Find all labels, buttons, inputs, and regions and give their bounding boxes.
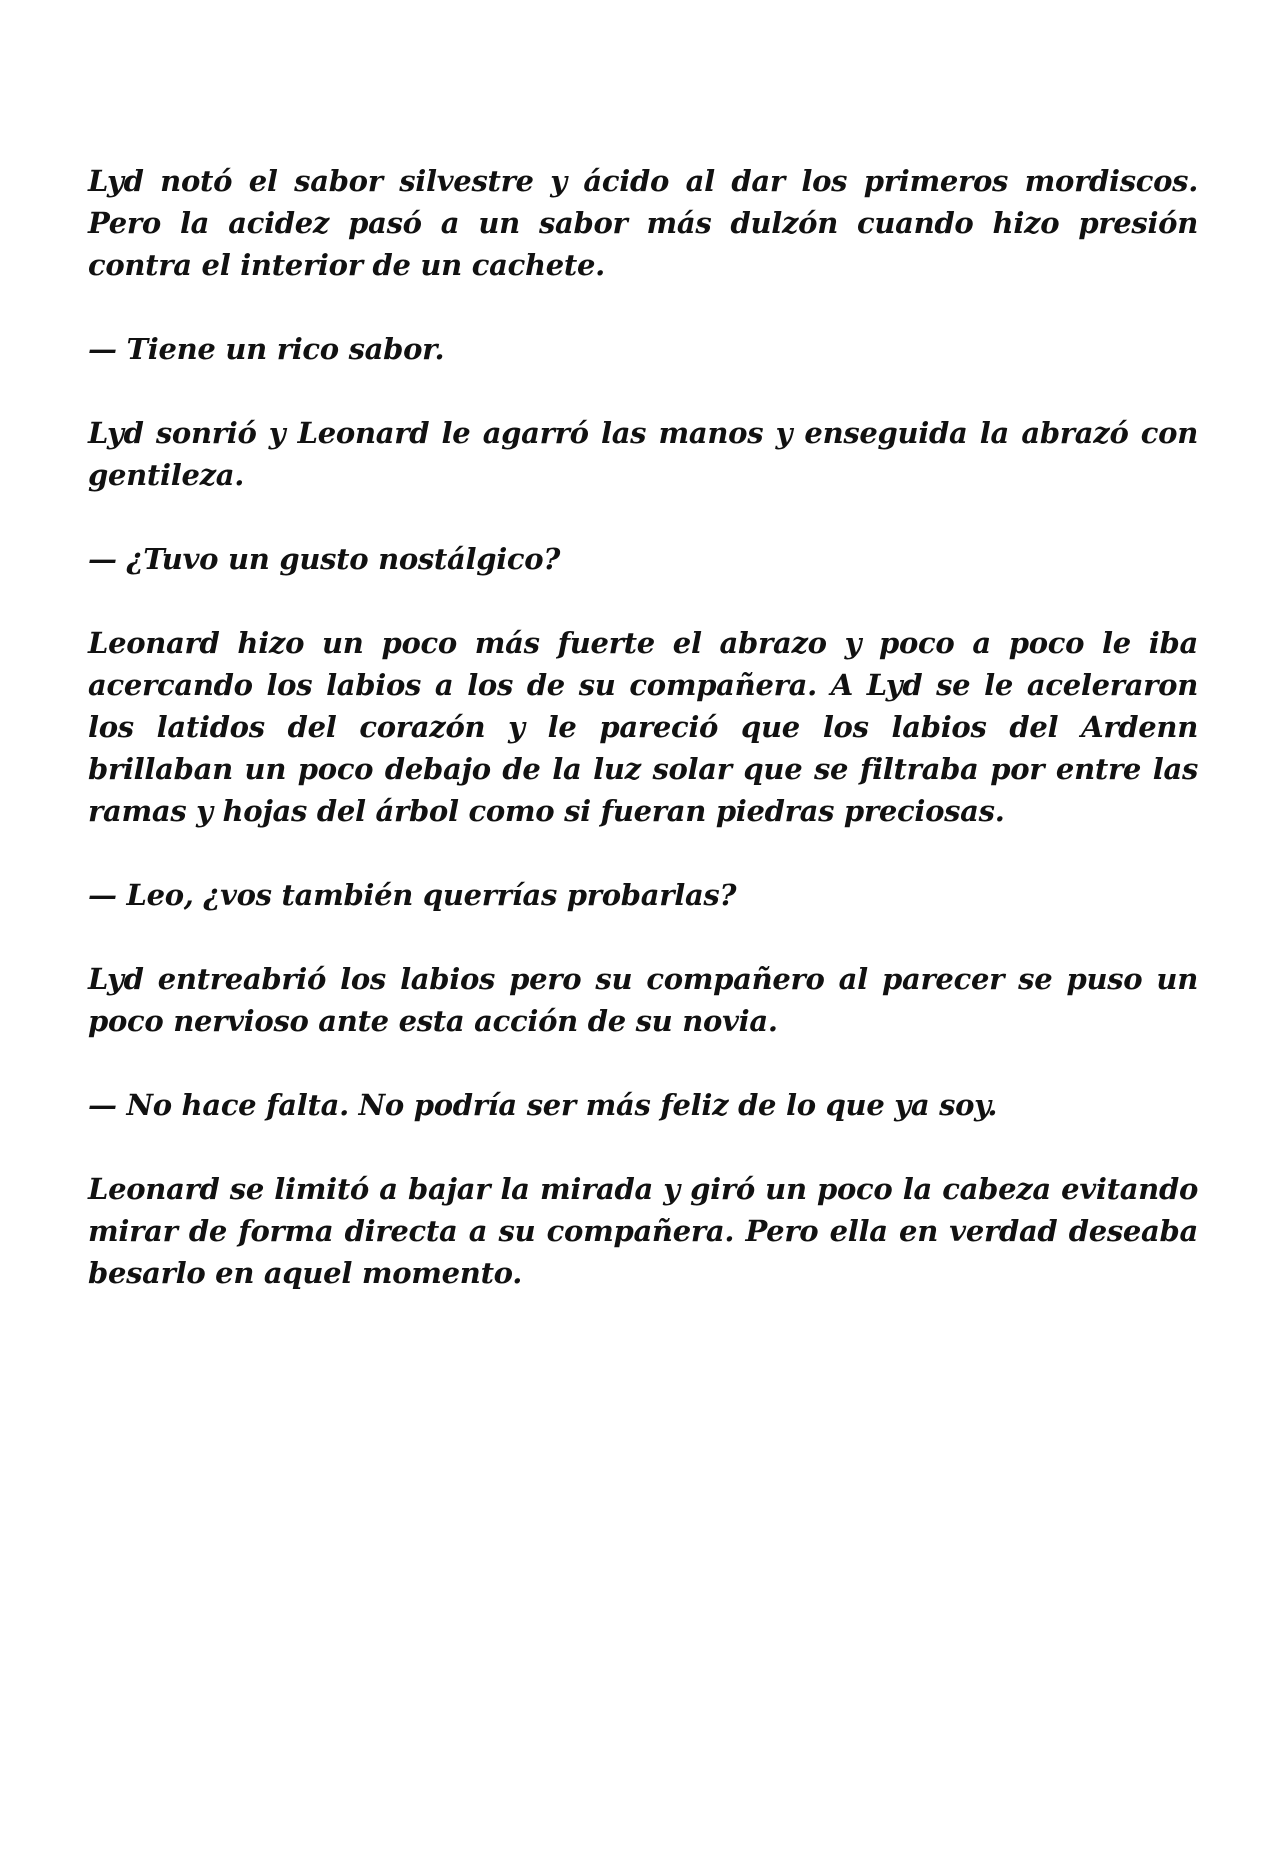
- dialogue-line: — No hace falta. No podría ser más feliz de lo que ya soy.: [88, 1088, 998, 1122]
- paragraph: Lyd entreabrió los labios pero su compañero al parecer se puso un poco nervioso ante esta acción de su novia.: [88, 962, 1198, 1038]
- paragraph: Leonard hizo un poco más fuerte el abrazo y poco a poco le iba acercando los labios a los de su compañera. A Lyd se le aceleraron los latidos del corazón y le pareció que los labios del Ardenn brillaban un poco debajo de la luz solar que se filtraba por entre las ramas y hojas del árbol como si fueran piedras preciosas.: [88, 626, 1198, 828]
- dialogue-line: — Leo, ¿vos también querrías probarlas?: [88, 878, 737, 912]
- dialogue-line: — ¿Tuvo un gusto nostálgico?: [88, 542, 561, 576]
- story-text: [88, 160, 1198, 1294]
- paragraph: Lyd sonrió y Leonard le agarró las manos y enseguida la abrazó con gentileza.: [88, 416, 1198, 492]
- dialogue-line: — Tiene un rico sabor.: [88, 332, 445, 366]
- paragraph: Leonard se limitó a bajar la mirada y giró un poco la cabeza evitando mirar de forma directa a su compañera. Pero ella en verdad deseaba besarlo en aquel momento.: [88, 1172, 1198, 1290]
- paragraph: Lyd notó el sabor silvestre y ácido al dar los primeros mordiscos. Pero la acidez pasó a un sabor más dulzón cuando hizo presión contra el interior de un cachete.: [88, 164, 1198, 282]
